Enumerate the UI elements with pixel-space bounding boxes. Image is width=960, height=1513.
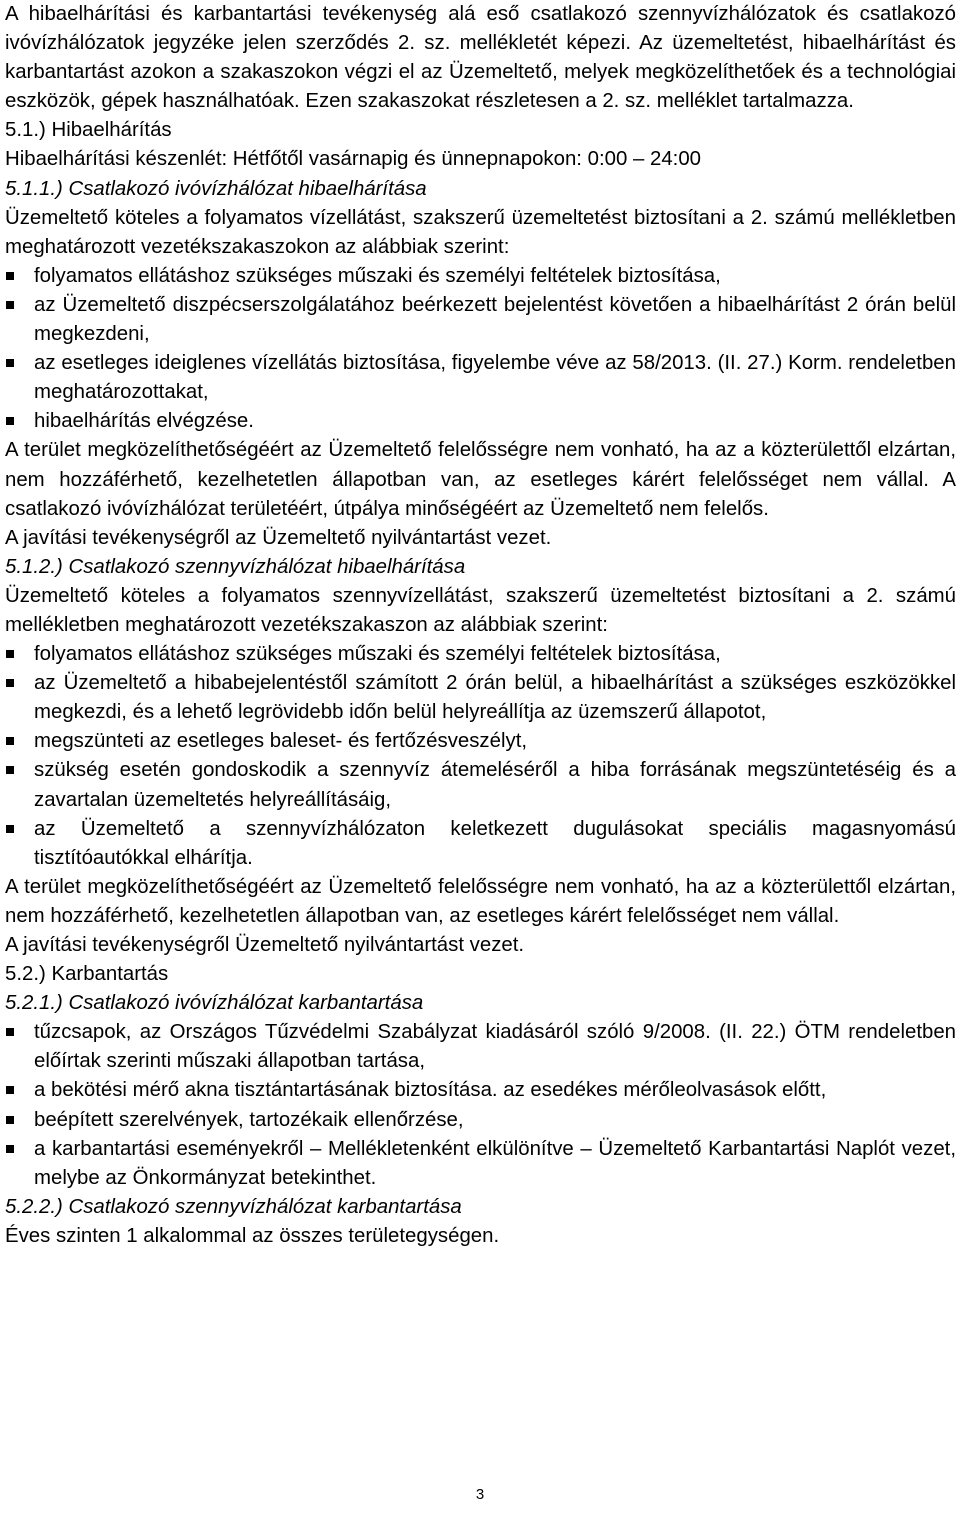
list-item: a karbantartási eseményekről – Mellékletenként elkülönítve – Üzemeltető Karbantartási Naplót vezet, melybe az Önkormányzat betekinthet. [5, 1135, 956, 1193]
intro-paragraph: A hibaelhárítási és karbantartási tevékenység alá eső csatlakozó szennyvízhálózatok és csatlakozó ivóvízhálózatok jegyzéke jelen szerződés 2. sz. mellékletét képezi. Az üzemeltetést, hibaelhárítást és karbantartást azokon a szakaszokon végzi el az Üzemeltető, melyek megközelíthetőek és a technológiai eszközök, gépek használhatóak. Ezen szakaszokat részletesen a 2. sz. melléklet tartalmazza. [5, 3, 956, 113]
square-bullet-icon [6, 272, 14, 280]
section-5-1-2-heading: 5.1.2.) Csatlakozó szennyvízhálózat hibaelhárítása [5, 555, 466, 578]
square-bullet-icon [6, 1116, 14, 1124]
list-item: hibaelhárítás elvégzése. [5, 407, 956, 436]
section-5-1-heading: 5.1.) Hibaelhárítás [5, 119, 172, 142]
square-bullet-icon [6, 301, 14, 309]
list-item: folyamatos ellátáshoz szükséges műszaki és személyi feltételek biztosítása, [5, 640, 956, 669]
square-bullet-icon [6, 1028, 14, 1036]
square-bullet-icon [6, 1145, 14, 1153]
page-number: 3 [475, 1486, 485, 1503]
list-item: az Üzemeltető diszpécserszolgálatához beérkezett bejelentést követően a hibaelhárítást 2 órán belül megkezdeni, [5, 291, 956, 349]
section-5-1-1-heading: 5.1.1.) Csatlakozó ivóvízhálózat hibaelhárítása [5, 177, 427, 200]
square-bullet-icon [6, 650, 14, 658]
list-item: az esetleges ideiglenes vízellátás biztosítása, figyelembe véve az 58/2013. (II. 27.) Korm. rendeletben meghatározottakat, [5, 349, 956, 407]
square-bullet-icon [6, 825, 14, 833]
section-5-1-1-record-note: A javítási tevékenységről az Üzemeltető nyilvántartást vezet. [5, 526, 552, 549]
section-5-1-2-paragraph: A terület megközelíthetőségéért az Üzemeltető felelősségre nem vonható, ha az a közterülettől elzártan, nem hozzáférhető, kezelhetetlen állapotban van, az esetleges kárért felelősséget nem vállal. [5, 875, 956, 927]
square-bullet-icon [6, 417, 14, 425]
section-5-2-1-list [5, 1018, 956, 1193]
list-item: szükség esetén gondoskodik a szennyvíz átemeléséről a hiba forrásának megszüntetéséig és a zavartalan üzemeltetés helyreállításáig, [5, 756, 956, 814]
section-5-2-heading: 5.2.) Karbantartás [5, 963, 169, 986]
list-item: a bekötési mérő akna tisztántartásának biztosítása. az esedékes mérőleolvasások előtt, [5, 1076, 956, 1105]
section-5-1-2-record-note: A javítási tevékenységről Üzemeltető nyilvántartást vezet. [5, 934, 525, 956]
list-item: az Üzemeltető a szennyvízhálózaton keletkezett dugulásokat speciális magasnyomású tisztítóautókkal elhárítja. [5, 815, 956, 873]
list-item: megszünteti az esetleges baleset- és fertőzésveszélyt, [5, 727, 956, 756]
square-bullet-icon [6, 679, 14, 687]
list-item: beépített szerelvények, tartozékaik ellenőrzése, [5, 1106, 956, 1135]
section-5-1-2-list [5, 640, 956, 873]
section-5-2-2-heading: 5.2.2.) Csatlakozó szennyvízhálózat karbantartása [5, 1195, 462, 1218]
square-bullet-icon [6, 1086, 14, 1094]
section-5-2-2-text: Éves szinten 1 alkalommal az összes területegységen. [5, 1224, 500, 1247]
square-bullet-icon [6, 737, 14, 745]
list-item: tűzcsapok, az Országos Tűzvédelmi Szabályzat kiadásáról szóló 9/2008. (II. 22.) ÖTM rendeletben előírtak szerinti műszaki állapotban tartása, [5, 1018, 956, 1076]
list-item: folyamatos ellátáshoz szükséges műszaki és személyi feltételek biztosítása, [5, 262, 956, 291]
document-body [5, 0, 956, 1251]
square-bullet-icon [6, 359, 14, 367]
square-bullet-icon [6, 766, 14, 774]
section-5-1-1-paragraph: A terület megközelíthetőségéért az Üzemeltető felelősségre nem vonható, ha az a közterülettől elzártan, nem hozzáférhető, kezelhetetlen állapotban van, az esetleges kárért felelősséget nem vállal. A csatlakozó ivóvízhálózat területéért, útpálya minőségéért az Üzemeltető nem felelős. [5, 439, 956, 520]
section-5-1-2-intro: Üzemeltető köteles a folyamatos szennyvízellátást, szakszerű üzemeltetést biztosítani a 2. számú mellékletben meghatározott vezetékszakaszon az alábbiak szerint: [5, 584, 956, 636]
section-5-1-1-list [5, 262, 956, 437]
standby-hours: Hibaelhárítási készenlét: Hétfőtől vasárnapig és ünnepnapokon: 0:00 – 24:00 [5, 148, 702, 171]
section-5-2-1-heading: 5.2.1.) Csatlakozó ivóvízhálózat karbantartása [5, 992, 424, 1015]
list-item: az Üzemeltető a hibabejelentéstől számított 2 órán belül, a hibaelhárítást a szükséges eszközökkel megkezdi, és a lehető legrövidebb időn belül helyreállítja az üzemszerű állapotot, [5, 669, 956, 727]
section-5-1-1-intro: Üzemeltető köteles a folyamatos vízellátást, szakszerű üzemeltetést biztosítani a 2. számú mellékletben meghatározott vezetékszakaszokon az alábbiak szerint: [5, 206, 956, 258]
